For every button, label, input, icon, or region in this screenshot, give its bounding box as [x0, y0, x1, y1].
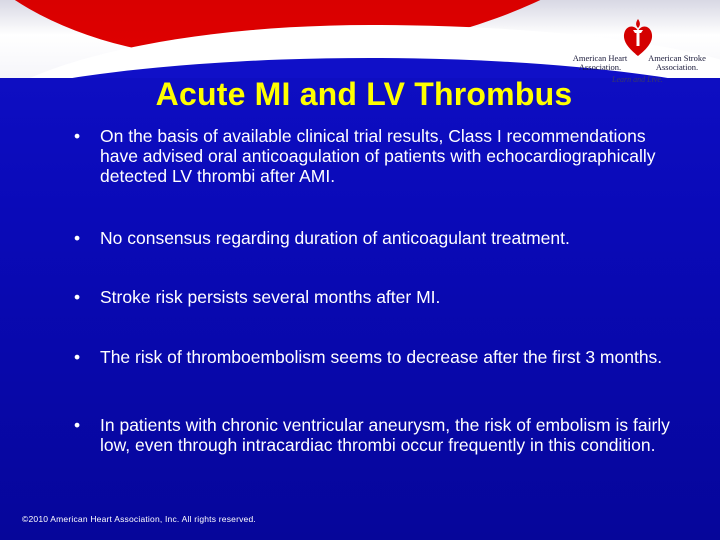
bullet-marker: • — [74, 415, 81, 435]
bullet-item: • On the basis of available clinical trial results, Class I recommendations have advised oral anticoagulation of patients with echocardiographically detected LV thrombi after AMI. — [74, 126, 656, 186]
aha-asa-logo — [564, 14, 714, 84]
aha-name: American Heart Association. — [572, 53, 628, 72]
bullet-item: • The risk of thromboembolism seems to decrease after the first 3 months. — [74, 347, 663, 367]
logo-tagline: Learn and Live. — [612, 75, 663, 84]
bullet-item: • In patients with chronic ventricular aneurysm, the risk of embolism is fairly low, even through intracardiac thrombi occur frequently in this condition. — [74, 415, 670, 455]
heart-torch-icon — [621, 18, 655, 58]
bullet-item: • No consensus regarding duration of anticoagulant treatment. — [74, 228, 570, 248]
bullet-marker: • — [74, 347, 81, 367]
bullet-marker: • — [74, 126, 81, 146]
bullet-item: • Stroke risk persists several months after MI. — [74, 287, 441, 307]
slide-title: Acute MI and LV Thrombus — [155, 76, 573, 112]
bullet-marker: • — [74, 228, 81, 248]
asa-name: American Stroke Association. — [648, 53, 706, 72]
bullet-list — [74, 126, 674, 455]
copyright-footer: ©2010 American Heart Association, Inc. All rights reserved. — [22, 514, 256, 524]
bullet-marker: • — [74, 287, 81, 307]
